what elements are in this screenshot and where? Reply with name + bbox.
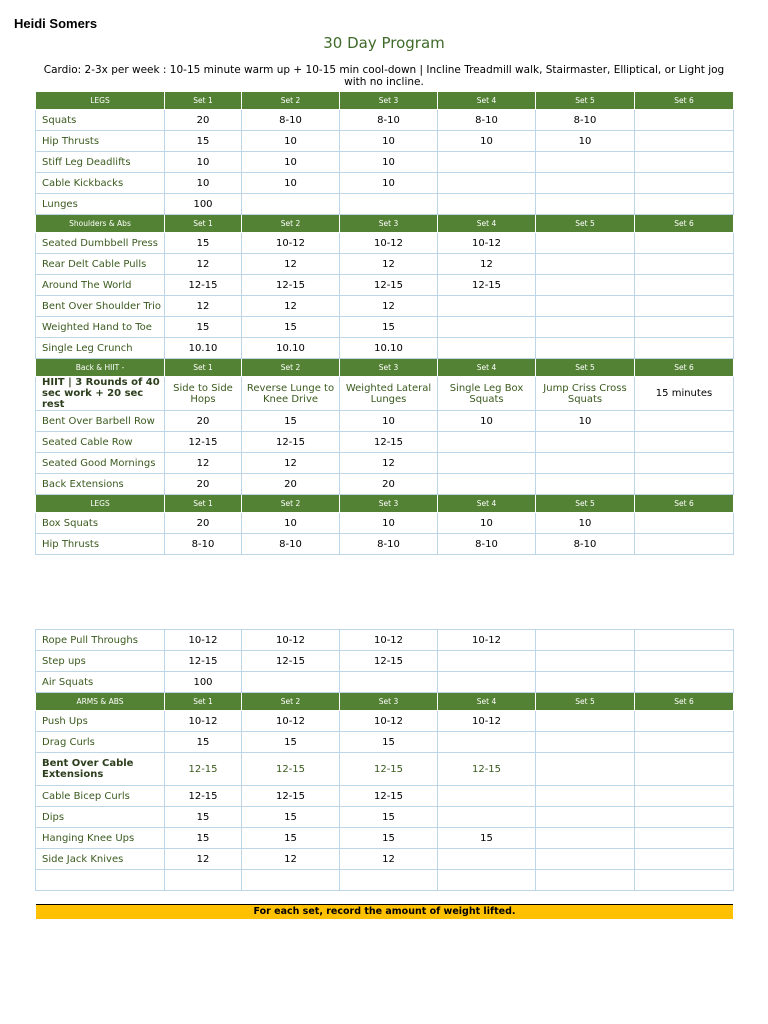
set-value: 12-15 [340, 651, 438, 672]
set-value [635, 849, 734, 870]
set-value: 10 [340, 131, 438, 152]
set-column-header: Set 5 [536, 693, 635, 711]
table-row [36, 672, 734, 693]
set-value [635, 411, 734, 432]
table-row [36, 513, 734, 534]
exercise-name: Bent Over Cable Extensions [36, 753, 165, 786]
set-value: 10 [242, 513, 340, 534]
set-value: 8-10 [242, 534, 340, 555]
section-header-row [36, 215, 734, 233]
set-value [340, 194, 438, 215]
set-value: 15 [242, 317, 340, 338]
set-value [536, 786, 635, 807]
set-value [635, 296, 734, 317]
exercise-name: Seated Cable Row [36, 432, 165, 453]
exercise-name: Cable Bicep Curls [36, 786, 165, 807]
set-value: 10 [165, 173, 242, 194]
exercise-name: Around The World [36, 275, 165, 296]
set-value [438, 432, 536, 453]
set-value: 20 [165, 474, 242, 495]
set-value: 10.10 [242, 338, 340, 359]
set-value: 20 [242, 474, 340, 495]
set-column-header: Set 3 [340, 359, 438, 377]
set-value: 20 [165, 411, 242, 432]
set-value: 10-12 [165, 630, 242, 651]
set-value: 15 [242, 732, 340, 753]
set-value: 12 [340, 296, 438, 317]
set-value: 10 [340, 513, 438, 534]
set-column-header: Set 2 [242, 693, 340, 711]
set-value [536, 275, 635, 296]
set-value: 10-12 [242, 630, 340, 651]
set-value: 15 [340, 732, 438, 753]
table-row [36, 152, 734, 173]
set-value [536, 630, 635, 651]
set-value: 10-12 [340, 711, 438, 732]
set-value: Side to Side Hops [165, 377, 242, 411]
set-value: Single Leg Box Squats [438, 377, 536, 411]
table-row [36, 849, 734, 870]
table-row [36, 534, 734, 555]
set-column-header: Set 1 [165, 92, 242, 110]
set-value [536, 173, 635, 194]
set-column-header: Set 4 [438, 92, 536, 110]
exercise-name: Bent Over Barbell Row [36, 411, 165, 432]
set-value [438, 870, 536, 891]
set-value: 12 [438, 254, 536, 275]
exercise-name: Single Leg Crunch [36, 338, 165, 359]
set-value [536, 233, 635, 254]
set-value: 12 [340, 849, 438, 870]
set-value [438, 173, 536, 194]
set-column-header: Set 3 [340, 215, 438, 233]
section-header-row [36, 359, 734, 377]
set-value: 10-12 [242, 233, 340, 254]
footer-note: For each set, record the amount of weight lifted. [36, 904, 733, 919]
set-value [635, 630, 734, 651]
set-value [536, 254, 635, 275]
set-column-header: Set 5 [536, 359, 635, 377]
set-column-header: Set 1 [165, 215, 242, 233]
set-value: 15 minutes [635, 377, 734, 411]
set-value [635, 534, 734, 555]
exercise-name: Stiff Leg Deadlifts [36, 152, 165, 173]
set-value: 12-15 [340, 786, 438, 807]
set-column-header: Set 2 [242, 495, 340, 513]
set-value [635, 233, 734, 254]
set-value: 12-15 [438, 753, 536, 786]
set-value: 10 [242, 173, 340, 194]
exercise-name: Back Extensions [36, 474, 165, 495]
set-value: 12-15 [242, 275, 340, 296]
section-title: ARMS & ABS [36, 693, 165, 711]
set-value [438, 732, 536, 753]
exercise-name: Bent Over Shoulder Trio [36, 296, 165, 317]
set-value [536, 732, 635, 753]
set-value: 10-12 [340, 630, 438, 651]
table-row [36, 317, 734, 338]
set-value: 10 [438, 131, 536, 152]
set-column-header: Set 4 [438, 495, 536, 513]
set-column-header: Set 1 [165, 495, 242, 513]
exercise-name: Drag Curls [36, 732, 165, 753]
set-column-header: Set 6 [635, 693, 734, 711]
set-value [635, 194, 734, 215]
set-value [635, 474, 734, 495]
section-header-row [36, 495, 734, 513]
set-value: 12 [242, 296, 340, 317]
set-value: 8-10 [165, 534, 242, 555]
set-value [635, 338, 734, 359]
set-value: 12 [165, 453, 242, 474]
set-column-header: Set 6 [635, 359, 734, 377]
set-value [438, 672, 536, 693]
set-value [635, 254, 734, 275]
table-row [36, 194, 734, 215]
set-value [635, 152, 734, 173]
set-value [536, 828, 635, 849]
set-value [536, 194, 635, 215]
workout-table-page2 [35, 629, 734, 891]
set-value: 12 [165, 254, 242, 275]
set-value [635, 828, 734, 849]
set-column-header: Set 2 [242, 215, 340, 233]
set-column-header: Set 4 [438, 215, 536, 233]
exercise-name: Hanging Knee Ups [36, 828, 165, 849]
set-value [536, 453, 635, 474]
table-row [36, 110, 734, 131]
set-value: 12-15 [242, 786, 340, 807]
table-row [36, 233, 734, 254]
set-value: 15 [165, 233, 242, 254]
set-value: 12-15 [165, 432, 242, 453]
set-value [242, 672, 340, 693]
set-value: 15 [165, 807, 242, 828]
table-row [36, 711, 734, 732]
table-row [36, 411, 734, 432]
set-column-header: Set 5 [536, 495, 635, 513]
set-value [635, 110, 734, 131]
exercise-name: Box Squats [36, 513, 165, 534]
set-value: 10 [242, 131, 340, 152]
set-value [536, 317, 635, 338]
set-value: 20 [165, 513, 242, 534]
set-value [340, 870, 438, 891]
set-column-header: Set 3 [340, 693, 438, 711]
set-value: 15 [242, 411, 340, 432]
set-column-header: Set 6 [635, 92, 734, 110]
set-value [536, 474, 635, 495]
set-value [536, 338, 635, 359]
exercise-name: Lunges [36, 194, 165, 215]
set-column-header: Set 6 [635, 495, 734, 513]
set-value [536, 432, 635, 453]
set-value: 12-15 [438, 275, 536, 296]
section-title: Shoulders & Abs [36, 215, 165, 233]
set-value: 12-15 [165, 275, 242, 296]
set-column-header: Set 5 [536, 215, 635, 233]
set-value: 10-12 [340, 233, 438, 254]
set-value [635, 807, 734, 828]
exercise-name: HIIT | 3 Rounds of 40 sec work + 20 sec rest [36, 377, 165, 411]
table-row [36, 753, 734, 786]
set-value [635, 453, 734, 474]
set-column-header: Set 5 [536, 92, 635, 110]
set-value [438, 338, 536, 359]
table-row [36, 630, 734, 651]
set-value: 100 [165, 194, 242, 215]
set-value [242, 194, 340, 215]
table-row [36, 377, 734, 411]
set-value [536, 711, 635, 732]
exercise-name: Side Jack Knives [36, 849, 165, 870]
set-value: 12 [242, 453, 340, 474]
set-value: 10.10 [340, 338, 438, 359]
set-value [635, 711, 734, 732]
table-row [36, 296, 734, 317]
set-column-header: Set 1 [165, 359, 242, 377]
set-value: 10.10 [165, 338, 242, 359]
exercise-name: Dips [36, 807, 165, 828]
section-title: LEGS [36, 495, 165, 513]
set-value [635, 173, 734, 194]
table-row [36, 732, 734, 753]
exercise-name [36, 870, 165, 891]
set-value: 10 [165, 152, 242, 173]
set-value: 10-12 [165, 711, 242, 732]
set-value [438, 651, 536, 672]
set-value [438, 849, 536, 870]
set-value: 8-10 [242, 110, 340, 131]
set-value: 15 [165, 131, 242, 152]
set-value: 12 [340, 453, 438, 474]
exercise-name: Weighted Hand to Toe [36, 317, 165, 338]
set-value: 10-12 [438, 233, 536, 254]
set-value: 10 [340, 173, 438, 194]
set-value: 100 [165, 672, 242, 693]
set-value: 15 [340, 828, 438, 849]
set-value [536, 296, 635, 317]
table-row [36, 453, 734, 474]
set-value: Weighted Lateral Lunges [340, 377, 438, 411]
set-value [536, 152, 635, 173]
set-value: 12 [165, 296, 242, 317]
set-value: 20 [165, 110, 242, 131]
set-value [635, 870, 734, 891]
set-value: 10 [438, 411, 536, 432]
author-name: Heidi Somers [14, 16, 98, 31]
section-header-row [36, 693, 734, 711]
set-value: 12-15 [340, 275, 438, 296]
exercise-name: Cable Kickbacks [36, 173, 165, 194]
set-value: Jump Criss Cross Squats [536, 377, 635, 411]
set-value: 10-12 [438, 711, 536, 732]
set-value [635, 317, 734, 338]
set-value [635, 651, 734, 672]
set-value [536, 753, 635, 786]
set-value: 12-15 [165, 651, 242, 672]
set-column-header: Set 1 [165, 693, 242, 711]
set-value [438, 474, 536, 495]
set-value [438, 786, 536, 807]
set-column-header: Set 3 [340, 92, 438, 110]
set-value: 15 [242, 828, 340, 849]
exercise-name: Step ups [36, 651, 165, 672]
set-value: 12-15 [340, 753, 438, 786]
set-column-header: Set 2 [242, 92, 340, 110]
set-value: 10 [242, 152, 340, 173]
set-column-header: Set 3 [340, 495, 438, 513]
set-value [165, 870, 242, 891]
set-value [635, 753, 734, 786]
set-value: 8-10 [536, 110, 635, 131]
set-value [536, 651, 635, 672]
set-value: 10 [340, 411, 438, 432]
set-value [438, 807, 536, 828]
set-column-header: Set 4 [438, 359, 536, 377]
set-value [536, 849, 635, 870]
table-row [36, 338, 734, 359]
set-value [438, 296, 536, 317]
set-value: 15 [340, 807, 438, 828]
set-value: 8-10 [340, 110, 438, 131]
table-row [36, 173, 734, 194]
set-value: 10 [340, 152, 438, 173]
set-value [536, 870, 635, 891]
set-value [536, 672, 635, 693]
set-value: 12 [242, 254, 340, 275]
table-row [36, 432, 734, 453]
set-value [438, 453, 536, 474]
set-value: 15 [340, 317, 438, 338]
set-value: 12 [340, 254, 438, 275]
set-value: 12-15 [242, 651, 340, 672]
exercise-name: Squats [36, 110, 165, 131]
set-value [340, 672, 438, 693]
set-value [635, 275, 734, 296]
set-value: 15 [165, 828, 242, 849]
exercise-name: Rope Pull Throughs [36, 630, 165, 651]
set-value: 12-15 [165, 786, 242, 807]
workout-table-page1 [35, 91, 734, 555]
set-value: 15 [165, 317, 242, 338]
exercise-name: Air Squats [36, 672, 165, 693]
set-value: 12 [242, 849, 340, 870]
exercise-name: Seated Dumbbell Press [36, 233, 165, 254]
set-value [635, 732, 734, 753]
set-column-header: Set 6 [635, 215, 734, 233]
set-value [536, 807, 635, 828]
exercise-name: Seated Good Mornings [36, 453, 165, 474]
set-value [635, 513, 734, 534]
table-row [36, 474, 734, 495]
set-value: Reverse Lunge to Knee Drive [242, 377, 340, 411]
set-value [242, 870, 340, 891]
set-value: 8-10 [438, 534, 536, 555]
set-value: 15 [242, 807, 340, 828]
set-value [438, 194, 536, 215]
section-title: Back & HIIT - [36, 359, 165, 377]
set-value: 15 [438, 828, 536, 849]
set-value: 12-15 [242, 432, 340, 453]
table-row [36, 254, 734, 275]
program-title: 30 Day Program [323, 34, 445, 52]
table-row [36, 131, 734, 152]
section-header-row [36, 92, 734, 110]
set-value: 8-10 [438, 110, 536, 131]
set-value: 10 [536, 131, 635, 152]
set-value [438, 317, 536, 338]
table-row [36, 275, 734, 296]
set-value: 8-10 [536, 534, 635, 555]
set-value: 8-10 [340, 534, 438, 555]
set-value: 10 [536, 513, 635, 534]
set-value: 15 [165, 732, 242, 753]
table-row [36, 828, 734, 849]
exercise-name: Hip Thrusts [36, 131, 165, 152]
set-value [438, 152, 536, 173]
set-value: 10 [438, 513, 536, 534]
set-column-header: Set 4 [438, 693, 536, 711]
cardio-note: Cardio: 2-3x per week : 10-15 minute warm up + 10-15 min cool-down | Incline Treadmill walk, Stairmaster, Elliptical, or Light jog with no incline. [43, 64, 725, 88]
section-title: LEGS [36, 92, 165, 110]
exercise-name: Hip Thrusts [36, 534, 165, 555]
set-value: 12-15 [340, 432, 438, 453]
set-value: 10 [536, 411, 635, 432]
set-value: 10-12 [438, 630, 536, 651]
set-value: 10-12 [242, 711, 340, 732]
set-value: 20 [340, 474, 438, 495]
set-value [635, 131, 734, 152]
table-row [36, 651, 734, 672]
set-value: 12-15 [165, 753, 242, 786]
exercise-name: Rear Delt Cable Pulls [36, 254, 165, 275]
set-value: 12 [165, 849, 242, 870]
set-value [635, 786, 734, 807]
table-row [36, 870, 734, 891]
table-row [36, 786, 734, 807]
set-column-header: Set 2 [242, 359, 340, 377]
set-value [635, 432, 734, 453]
table-row [36, 807, 734, 828]
set-value: 12-15 [242, 753, 340, 786]
exercise-name: Push Ups [36, 711, 165, 732]
set-value [635, 672, 734, 693]
